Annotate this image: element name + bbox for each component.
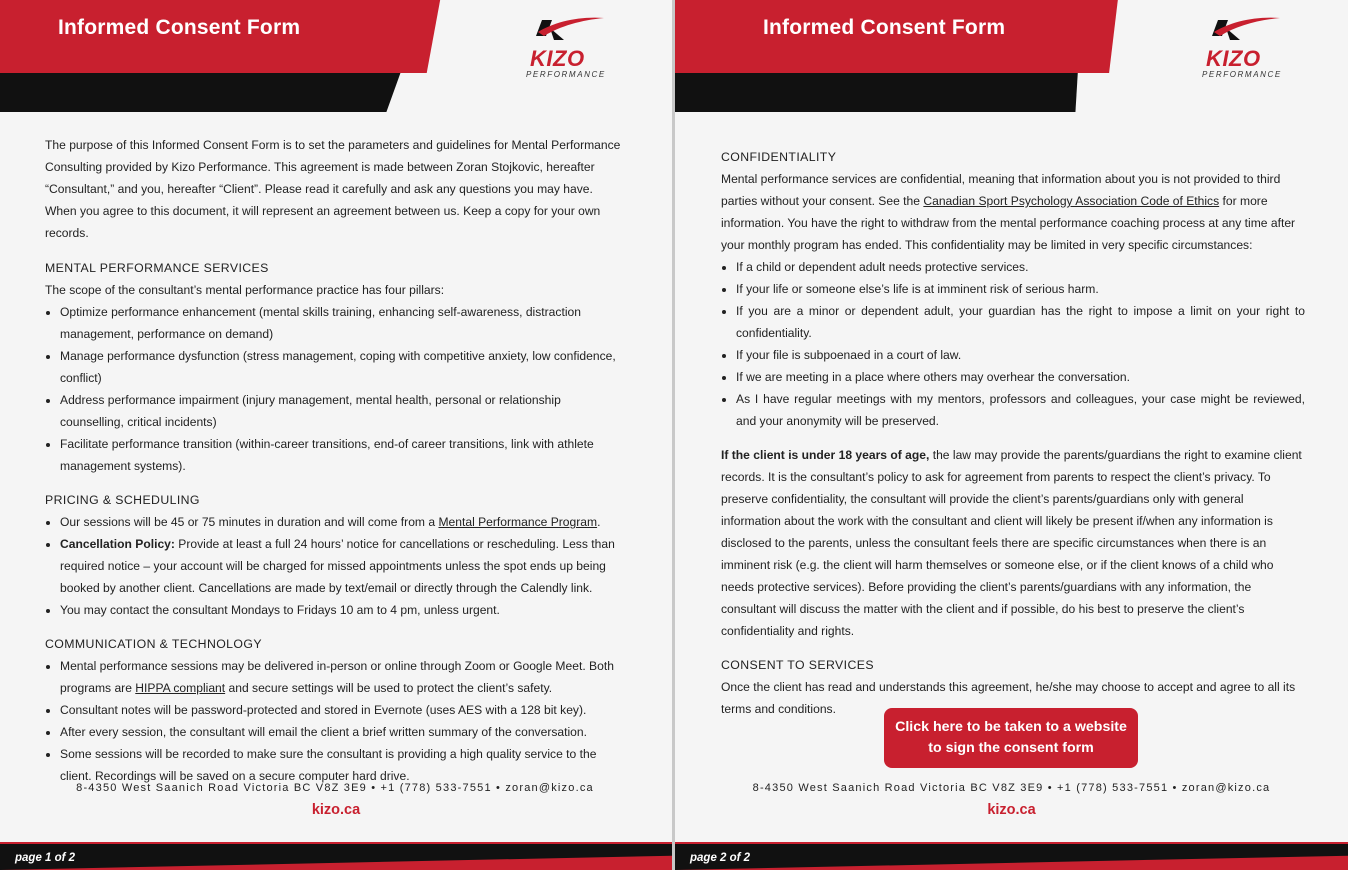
services-heading: MENTAL PERFORMANCE SERVICES <box>45 261 269 275</box>
intro-paragraph: The purpose of this Informed Consent Form is to set the parameters and guidelines for Mental Performance Consulting provided by Kizo Performance. This agreement is made between Zoran Stojkovic, hereafter “Consultant,” and you, hereafter “Client”. Please read it carefully and ask any questions you may have. When you agree to this document, it will represent an agreement between us. Keep a copy for your own records. <box>45 138 621 240</box>
communication-heading: COMMUNICATION & TECHNOLOGY <box>45 637 262 651</box>
list-item: • If your file is subpoenaed in a court of law. <box>736 344 1305 366</box>
page-title: Informed Consent Form <box>763 16 1006 39</box>
logo-subtitle: PERFORMANCE <box>1202 70 1282 79</box>
confidentiality-heading: CONFIDENTIALITY <box>721 150 837 164</box>
page-1 <box>0 0 672 870</box>
logo-word: KIZO <box>1206 46 1261 71</box>
minor-paragraph: If the client is under 18 years of age, the law may provide the parents/guardians the right to examine client records. It is the consultant’s policy to ask for agreement from parents to respect the client’s privacy. To preserve confidentiality, the consultant will provide the client’s parents/guardians only with general information about the work with the consultant and client will likely be present if/when any information is disclosed to the parents, unless the consultant feels there are specific circumstances when there is an imminent risk (e.g. the client will harm themselves or someone else, or if the client knows of a child who needs protective services). Before providing the client’s parents/guardians with any information, the consultant will discuss the matter with the client and if possible, do his best to preserve the client’s confidentiality and rights. <box>721 448 1302 638</box>
page-number: page 1 of 2 <box>15 852 76 864</box>
list-item: • After every session, the consultant will email the client a brief written summary of the conversation. <box>60 721 627 743</box>
pricing-list <box>45 511 627 621</box>
list-item: • Consultant notes will be password-protected and stored in Evernote (uses AES with a 128 bit key). <box>60 699 627 721</box>
footer-website-link[interactable]: kizo.ca <box>987 802 1036 818</box>
list-item: • Manage performance dysfunction (stress management, coping with competitive anxiety, low confidence, conflict) <box>60 345 627 389</box>
kizo-logo <box>1200 14 1284 82</box>
logo-subtitle: PERFORMANCE <box>526 70 606 79</box>
logo-word: KIZO <box>530 46 585 71</box>
consent-heading: CONSENT TO SERVICES <box>721 658 874 672</box>
kizo-logo <box>524 14 608 82</box>
confidentiality-paragraph: Mental performance services are confidential, meaning that information about you is not provided to third parties without your consent. See the Canadian Sport Psychology Association Code of Ethics for more information. You have the right to withdraw from the mental performance coaching process at any time after your monthly program has ended. This confidentiality may be limited in very specific circumstances: <box>721 172 1296 252</box>
list-item: • If you are a minor or dependent adult, your guardian has the right to impose a limit on your right to confidentiality. <box>736 300 1305 344</box>
footer-website-link[interactable]: kizo.ca <box>311 802 361 818</box>
list-item: • If we are meeting in a place where others may overhear the conversation. <box>736 366 1305 388</box>
page-number: page 2 of 2 <box>690 852 751 864</box>
list-item: • As I have regular meetings with my mentors, professors and colleagues, your case might be reviewed, and your anonymity will be preserved. <box>736 388 1305 432</box>
code-of-ethics-link[interactable]: Canadian Sport Psychology Association Code of Ethics <box>923 194 1220 208</box>
communication-list <box>45 655 627 787</box>
page-1-content <box>45 134 627 787</box>
services-lead: The scope of the consultant’s mental performance practice has four pillars: <box>45 283 445 297</box>
footer-address: 8-4350 West Saanich Road Victoria BC V8Z 3E9 • +1 (778) 533-7551 • zoran@kizo.ca <box>76 782 594 794</box>
list-item: • Cancellation Policy: Provide at least a full 24 hours’ notice for cancellations or rescheduling. Less than required notice – your account will be charged for missed appointments unless the spot ends up being booked by another client. Cancellations are made by text/email or directly through the Calendly link. <box>60 533 627 599</box>
list-item: • Facilitate performance transition (within-career transitions, end-of career transitions, link with athlete management systems). <box>60 433 627 477</box>
mental-performance-program-link[interactable]: Mental Performance Program <box>438 515 598 529</box>
footer-address: 8-4350 West Saanich Road Victoria BC V8Z 3E9 • +1 (778) 533-7551 • zoran@kizo.ca <box>752 782 1271 794</box>
page-2-content <box>721 146 1305 720</box>
list-item: • Optimize performance enhancement (mental skills training, enhancing self-awareness, distraction management, performance on demand) <box>60 301 627 345</box>
cancellation-policy-label: Cancellation Policy: <box>60 537 175 551</box>
list-item: • Address performance impairment (injury management, mental health, personal or relationship counselling, critical incidents) <box>60 389 627 433</box>
list-item: • Our sessions will be 45 or 75 minutes in duration and will come from a Mental Performance Program. <box>60 511 627 533</box>
list-item: • Mental performance sessions may be delivered in-person or online through Zoom or Google Meet. Both programs are HIPPA compliant and secure settings will be used to protect the client’s safety. <box>60 655 627 699</box>
pricing-heading: PRICING & SCHEDULING <box>45 493 200 507</box>
list-item: • Some sessions will be recorded to make sure the consultant is providing a high quality service to the client. Recordings will be saved on a secure computer hard drive. <box>60 743 627 787</box>
consent-paragraph: Once the client has read and understands this agreement, he/she may choose to accept and agree to all its terms and conditions. <box>721 680 1296 716</box>
sign-consent-button[interactable] <box>884 708 1138 768</box>
hippa-compliant-link[interactable]: HIPPA compliant <box>135 681 226 695</box>
services-list <box>45 301 627 477</box>
confidentiality-list <box>721 256 1305 432</box>
cta-line-2: to sign the consent form <box>928 740 1094 756</box>
cta-line-1: Click here to be taken to a website <box>895 719 1127 735</box>
list-item: • You may contact the consultant Mondays to Fridays 10 am to 4 pm, unless urgent. <box>60 599 627 621</box>
page-2 <box>675 0 1348 870</box>
page-title: Informed Consent Form <box>58 16 301 39</box>
list-item: • If a child or dependent adult needs protective services. <box>736 256 1305 278</box>
minor-lead: If the client is under 18 years of age, <box>721 448 930 462</box>
list-item: • If your life or someone else’s life is at imminent risk of serious harm. <box>736 278 1305 300</box>
